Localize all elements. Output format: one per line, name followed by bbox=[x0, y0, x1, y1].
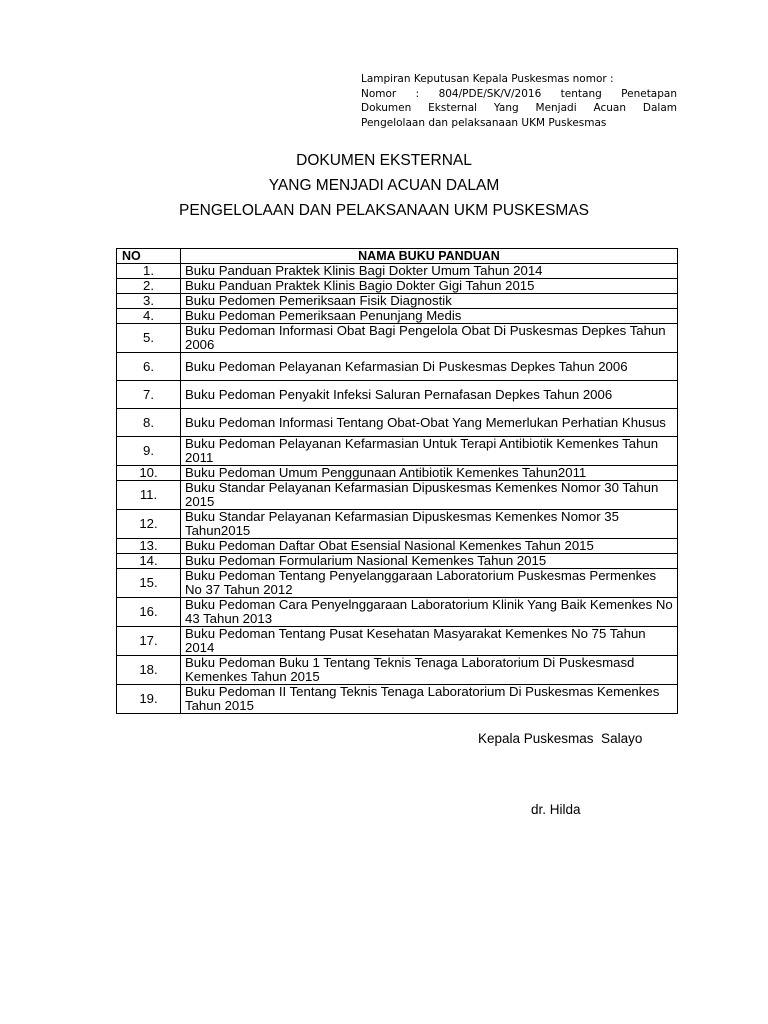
table-row bbox=[117, 294, 678, 309]
table-row bbox=[117, 381, 678, 409]
book-title: Buku Pedoman Pelayanan Kefarmasian Untuk Terapi Antibiotik Kemenkes Tahun 2011 bbox=[181, 437, 678, 466]
title-line-3: PENGELOLAAN DAN PELAKSANAAN UKM PUSKESMAS bbox=[178, 202, 590, 219]
row-number: 14. bbox=[117, 554, 181, 569]
book-title: Buku Panduan Praktek Klinis Bagi Dokter Umum Tahun 2014 bbox=[181, 264, 678, 279]
book-title: Buku Pedoman Penyakit Infeksi Saluran Pernafasan Depkes Tahun 2006 bbox=[181, 381, 678, 409]
book-title: Buku Pedoman Pemeriksaan Penunjang Medis bbox=[181, 309, 678, 324]
book-title: Buku Pedomen Pemeriksaan Fisik Diagnostik bbox=[181, 294, 678, 309]
row-number: 8. bbox=[117, 409, 181, 437]
table-row bbox=[117, 569, 678, 598]
row-number: 7. bbox=[117, 381, 181, 409]
book-title: Buku Pedoman Umum Penggunaan Antibiotik Kemenkes Tahun2011 bbox=[181, 466, 678, 481]
table-row bbox=[117, 481, 678, 510]
table-row bbox=[117, 324, 678, 353]
decree-line-1: Lampiran Keputusan Kepala Puskesmas nomor : bbox=[361, 73, 614, 85]
book-title: Buku Standar Pelayanan Kefarmasian Dipuskesmas Kemenkes Nomor 30 Tahun 2015 bbox=[181, 481, 678, 510]
table-row bbox=[117, 309, 678, 324]
table-row bbox=[117, 539, 678, 554]
title-line-1: DOKUMEN EKSTERNAL bbox=[296, 152, 472, 169]
decree-line-3: Dokumen Eksternal Yang Menjadi Acuan Dalam bbox=[361, 102, 677, 114]
decree-line-4: Pengelolaan dan pelaksanaan UKM Puskesmas bbox=[361, 116, 607, 129]
book-title: Buku Pedoman II Tentang Teknis Tenaga Laboratorium Di Puskesmas Kemenkes Tahun 2015 bbox=[181, 685, 678, 714]
table-row bbox=[117, 264, 678, 279]
document-title bbox=[0, 148, 768, 223]
row-number: 11. bbox=[117, 481, 181, 510]
decree-line-2: Nomor : 804/PDE/SK/V/2016 tentang Penetapan bbox=[361, 87, 677, 100]
row-number: 3. bbox=[117, 294, 181, 309]
row-number: 13. bbox=[117, 539, 181, 554]
table-row bbox=[117, 598, 678, 627]
table-row bbox=[117, 353, 678, 381]
table-row bbox=[117, 279, 678, 294]
book-title: Buku Pedoman Informasi Tentang Obat-Obat Yang Memerlukan Perhatian Khusus bbox=[181, 409, 678, 437]
row-number: 6. bbox=[117, 353, 181, 381]
row-number: 15. bbox=[117, 569, 181, 598]
book-title: Buku Pedoman Daftar Obat Esensial Nasional Kemenkes Tahun 2015 bbox=[181, 539, 678, 554]
title-line-2: YANG MENJADI ACUAN DALAM bbox=[268, 177, 500, 194]
decree-reference-note bbox=[361, 72, 677, 130]
book-title: Buku Pedoman Formularium Nasional Kemenkes Tahun 2015 bbox=[181, 554, 678, 569]
table-row bbox=[117, 510, 678, 539]
column-header-no: NO bbox=[117, 249, 181, 264]
table-row bbox=[117, 466, 678, 481]
row-number: 16. bbox=[117, 598, 181, 627]
table-row bbox=[117, 656, 678, 685]
guidebook-table bbox=[116, 248, 678, 714]
book-title: Buku Pedoman Informasi Obat Bagi Pengelola Obat Di Puskesmas Depkes Tahun 2006 bbox=[181, 324, 678, 353]
book-title: Buku Pedoman Cara Penyelnggaraan Laboratorium Klinik Yang Baik Kemenkes No 43 Tahun 2013 bbox=[181, 598, 678, 627]
row-number: 2. bbox=[117, 279, 181, 294]
row-number: 1. bbox=[117, 264, 181, 279]
column-header-name: NAMA BUKU PANDUAN bbox=[181, 249, 678, 264]
book-title: Buku Pedoman Pelayanan Kefarmasian Di Puskesmas Depkes Tahun 2006 bbox=[181, 353, 678, 381]
book-title: Buku Pedoman Tentang Penyelanggaraan Laboratorium Puskesmas Permenkes No 37 Tahun 2012 bbox=[181, 569, 678, 598]
row-number: 17. bbox=[117, 627, 181, 656]
row-number: 5. bbox=[117, 324, 181, 353]
row-number: 12. bbox=[117, 510, 181, 539]
table-header-row bbox=[117, 249, 678, 264]
book-title: Buku Pedoman Buku 1 Tentang Teknis Tenaga Laboratorium Di Puskesmasd Kemenkes Tahun 2015 bbox=[181, 656, 678, 685]
book-title: Buku Standar Pelayanan Kefarmasian Dipuskesmas Kemenkes Nomor 35 Tahun2015 bbox=[181, 510, 678, 539]
row-number: 18. bbox=[117, 656, 181, 685]
row-number: 19. bbox=[117, 685, 181, 714]
row-number: 9. bbox=[117, 437, 181, 466]
table-row bbox=[117, 409, 678, 437]
signatory-title: Kepala Puskesmas Salayo bbox=[478, 731, 643, 746]
row-number: 10. bbox=[117, 466, 181, 481]
table-row bbox=[117, 437, 678, 466]
book-title: Buku Panduan Praktek Klinis Bagio Dokter Gigi Tahun 2015 bbox=[181, 279, 678, 294]
row-number: 4. bbox=[117, 309, 181, 324]
signatory-name: dr. Hilda bbox=[531, 802, 581, 817]
table-row bbox=[117, 685, 678, 714]
table-row bbox=[117, 627, 678, 656]
book-title: Buku Pedoman Tentang Pusat Kesehatan Masyarakat Kemenkes No 75 Tahun 2014 bbox=[181, 627, 678, 656]
table-row bbox=[117, 554, 678, 569]
